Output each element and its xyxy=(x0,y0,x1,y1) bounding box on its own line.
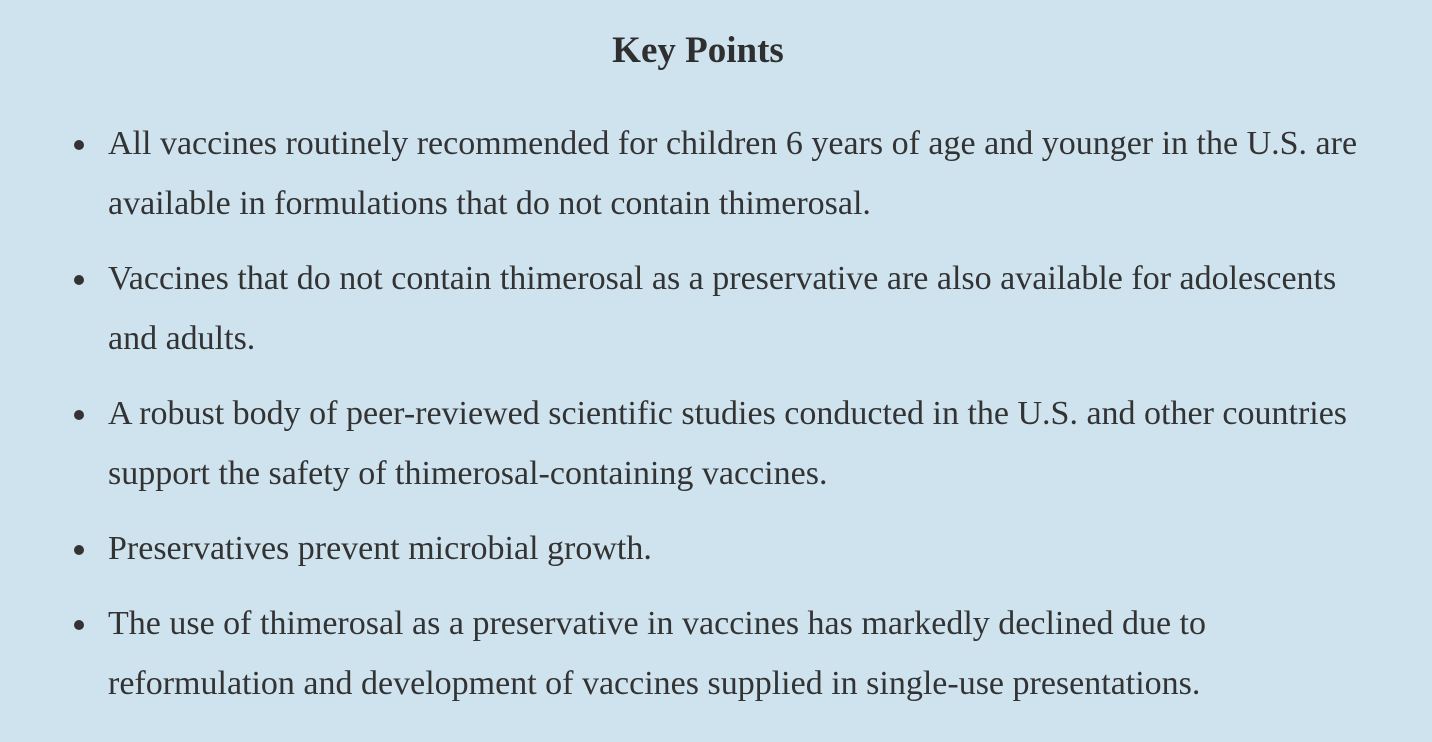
key-point-text: A robust body of peer-reviewed scientific studies conducted in the U.S. and other countries support the safety of thimerosal-containing vaccines. xyxy=(108,395,1348,492)
bullet-icon xyxy=(74,140,84,150)
key-point-item xyxy=(0,594,1432,714)
key-point-text: Vaccines that do not contain thimerosal as a preservative are also available for adolescents and adults. xyxy=(108,260,1337,357)
bullet-icon xyxy=(74,545,84,555)
key-point-item xyxy=(0,384,1432,504)
key-points-title: Key Points xyxy=(612,30,784,71)
bullet-icon xyxy=(74,620,84,630)
bullet-icon xyxy=(74,275,84,285)
key-point-text: Preservatives prevent microbial growth. xyxy=(108,530,652,567)
key-point-item xyxy=(0,249,1432,369)
bullet-icon xyxy=(74,410,84,420)
key-point-text: All vaccines routinely recommended for children 6 years of age and younger in the U.S. are available in formulations that do not contain thimerosal. xyxy=(108,125,1358,222)
key-point-text: The use of thimerosal as a preservative in vaccines has markedly declined due to reformulation and development of vaccines supplied in single-use presentations. xyxy=(108,605,1206,702)
key-points-list xyxy=(0,114,1432,729)
key-point-item xyxy=(0,519,1432,579)
key-point-item xyxy=(0,114,1432,234)
